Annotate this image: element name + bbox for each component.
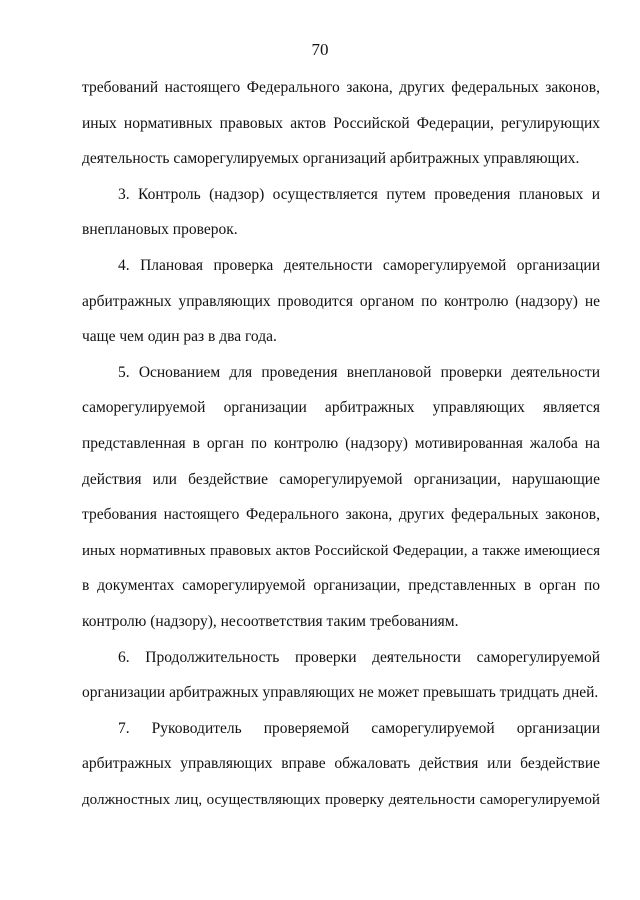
text-line: иных нормативных правовых актов Российской Федерации, а также имеющиеся: [82, 542, 600, 559]
paragraph-continued: [82, 76, 600, 183]
paragraph-7: [82, 717, 600, 824]
text-line: действия или бездействие саморегулируемой организации, нарушающие: [82, 470, 600, 488]
text-line: контролю (надзору), несоответствия таким требованиям.: [82, 612, 459, 630]
text-line: иных нормативных правовых актов Российской Федерации, регулирующих: [82, 114, 600, 132]
text-line: внеплановых проверок.: [82, 221, 238, 239]
text-line: чаще чем один раз в два года.: [82, 328, 277, 346]
text-line: требования настоящего Федерального закона, других федеральных законов,: [82, 506, 600, 524]
document-body: [82, 76, 600, 823]
page-number: 70: [311, 40, 329, 59]
text-line: организации арбитражных управляющих не может превышать тридцать дней.: [82, 684, 599, 702]
text-line: арбитражных управляющих вправе обжаловать действия или бездействие: [82, 755, 600, 773]
text-line: саморегулируемой организации арбитражных управляющих является: [82, 399, 600, 417]
text-line: в документах саморегулируемой организации, представленных в орган по: [82, 577, 600, 595]
text-line: должностных лиц, осуществляющих проверку деятельности саморегулируемой: [82, 791, 600, 808]
text-line: 6. Продолжительность проверки деятельности саморегулируемой: [118, 648, 600, 666]
text-line: представленная в орган по контролю (надзору) мотивированная жалоба на: [82, 434, 600, 452]
paragraph-3: [82, 183, 600, 254]
text-line: 4. Плановая проверка деятельности саморегулируемой организации: [118, 256, 600, 274]
paragraph-4: [82, 254, 600, 361]
text-line: деятельность саморегулируемых организаций арбитражных управляющих.: [82, 150, 580, 168]
text-line: требований настоящего Федерального закона, других федеральных законов,: [82, 79, 600, 96]
text-line: 7. Руководитель проверяемой саморегулируемой организации: [118, 719, 600, 737]
paragraph-6: [82, 646, 600, 717]
text-line: 3. Контроль (надзор) осуществляется путем проведения плановых и: [118, 185, 600, 203]
paragraph-5: [82, 361, 600, 646]
text-line: 5. Основанием для проведения внеплановой проверки деятельности: [118, 363, 600, 381]
text-line: арбитражных управляющих проводится органом по контролю (надзору) не: [82, 292, 600, 310]
